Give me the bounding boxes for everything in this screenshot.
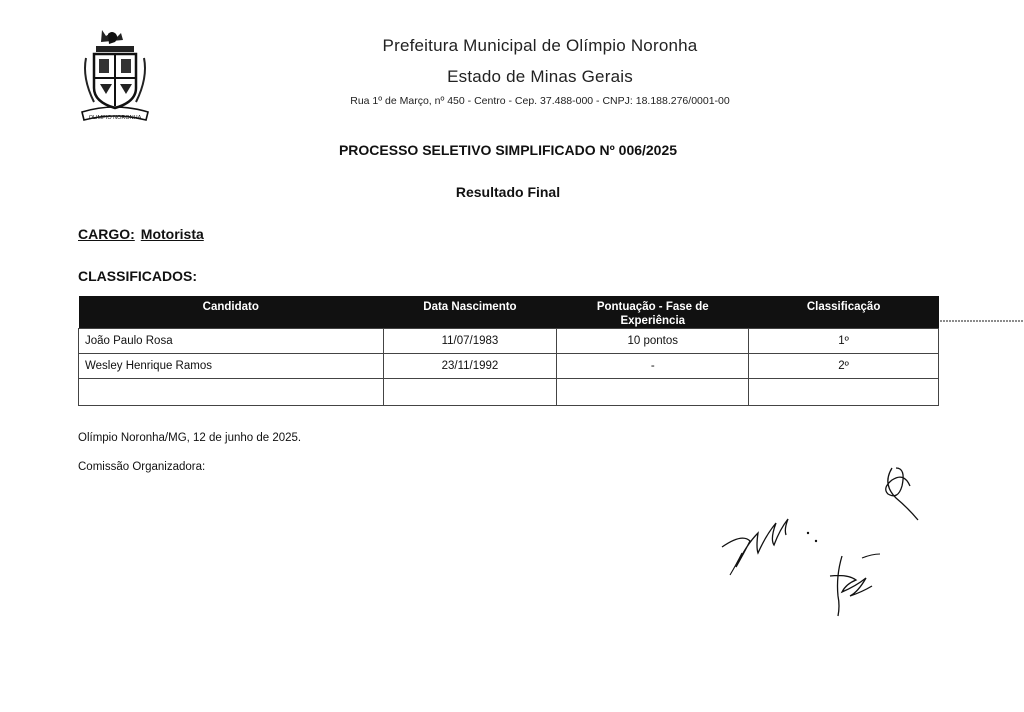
cell-pontuacao: -: [557, 354, 749, 379]
table-row: [79, 354, 939, 379]
cell-pontuacao: 10 pontos: [557, 329, 749, 354]
cell-empty: [383, 379, 557, 406]
cell-candidato: Wesley Henrique Ramos: [79, 354, 384, 379]
cell-empty: [557, 379, 749, 406]
header-candidato: Candidato: [79, 296, 384, 329]
cargo-label: CARGO:: [78, 226, 135, 242]
cell-candidato: João Paulo Rosa: [79, 329, 384, 354]
committee-label: Comissão Organizadora:: [78, 461, 206, 473]
svg-text:OLIMPIO NORONHA: OLIMPIO NORONHA: [88, 115, 142, 121]
section-title: CLASSIFICADOS:: [78, 268, 197, 284]
cell-classificacao: 2º: [749, 354, 939, 379]
process-title: PROCESSO SELETIVO SIMPLIFICADO Nº 006/2025: [338, 142, 678, 158]
table-header-row: [79, 296, 939, 329]
scan-artifact: [940, 318, 1024, 324]
cell-empty: [749, 379, 939, 406]
header-classificacao: Classificação: [749, 296, 939, 329]
signature-1-icon: [716, 505, 826, 577]
cargo-value: Motorista: [140, 226, 204, 242]
cargo-line: [78, 226, 204, 242]
cell-classificacao: 1º: [749, 329, 939, 354]
cell-data-nascimento: 23/11/1992: [383, 354, 557, 379]
address-line: Rua 1º de Março, nº 450 - Centro - Cep. 37.488-000 - CNPJ: 18.188.276/0001-00: [350, 95, 730, 107]
state-name: Estado de Minas Gerais: [447, 67, 633, 86]
org-name: Prefeitura Municipal de Olímpio Noronha: [382, 36, 698, 55]
table-row-empty: [79, 379, 939, 406]
result-title: Resultado Final: [455, 184, 561, 200]
header-pontuacao: Pontuação - Fase de Experiência: [557, 296, 749, 329]
place-date: Olímpio Noronha/MG, 12 de junho de 2025.: [78, 432, 302, 444]
cell-data-nascimento: 11/07/1983: [383, 329, 557, 354]
signature-3-icon: [822, 552, 884, 618]
cell-empty: [79, 379, 384, 406]
results-table: [78, 296, 939, 406]
header-data-nascimento: Data Nascimento: [383, 296, 557, 329]
signature-2-icon: [878, 464, 926, 524]
table-row: [79, 329, 939, 354]
